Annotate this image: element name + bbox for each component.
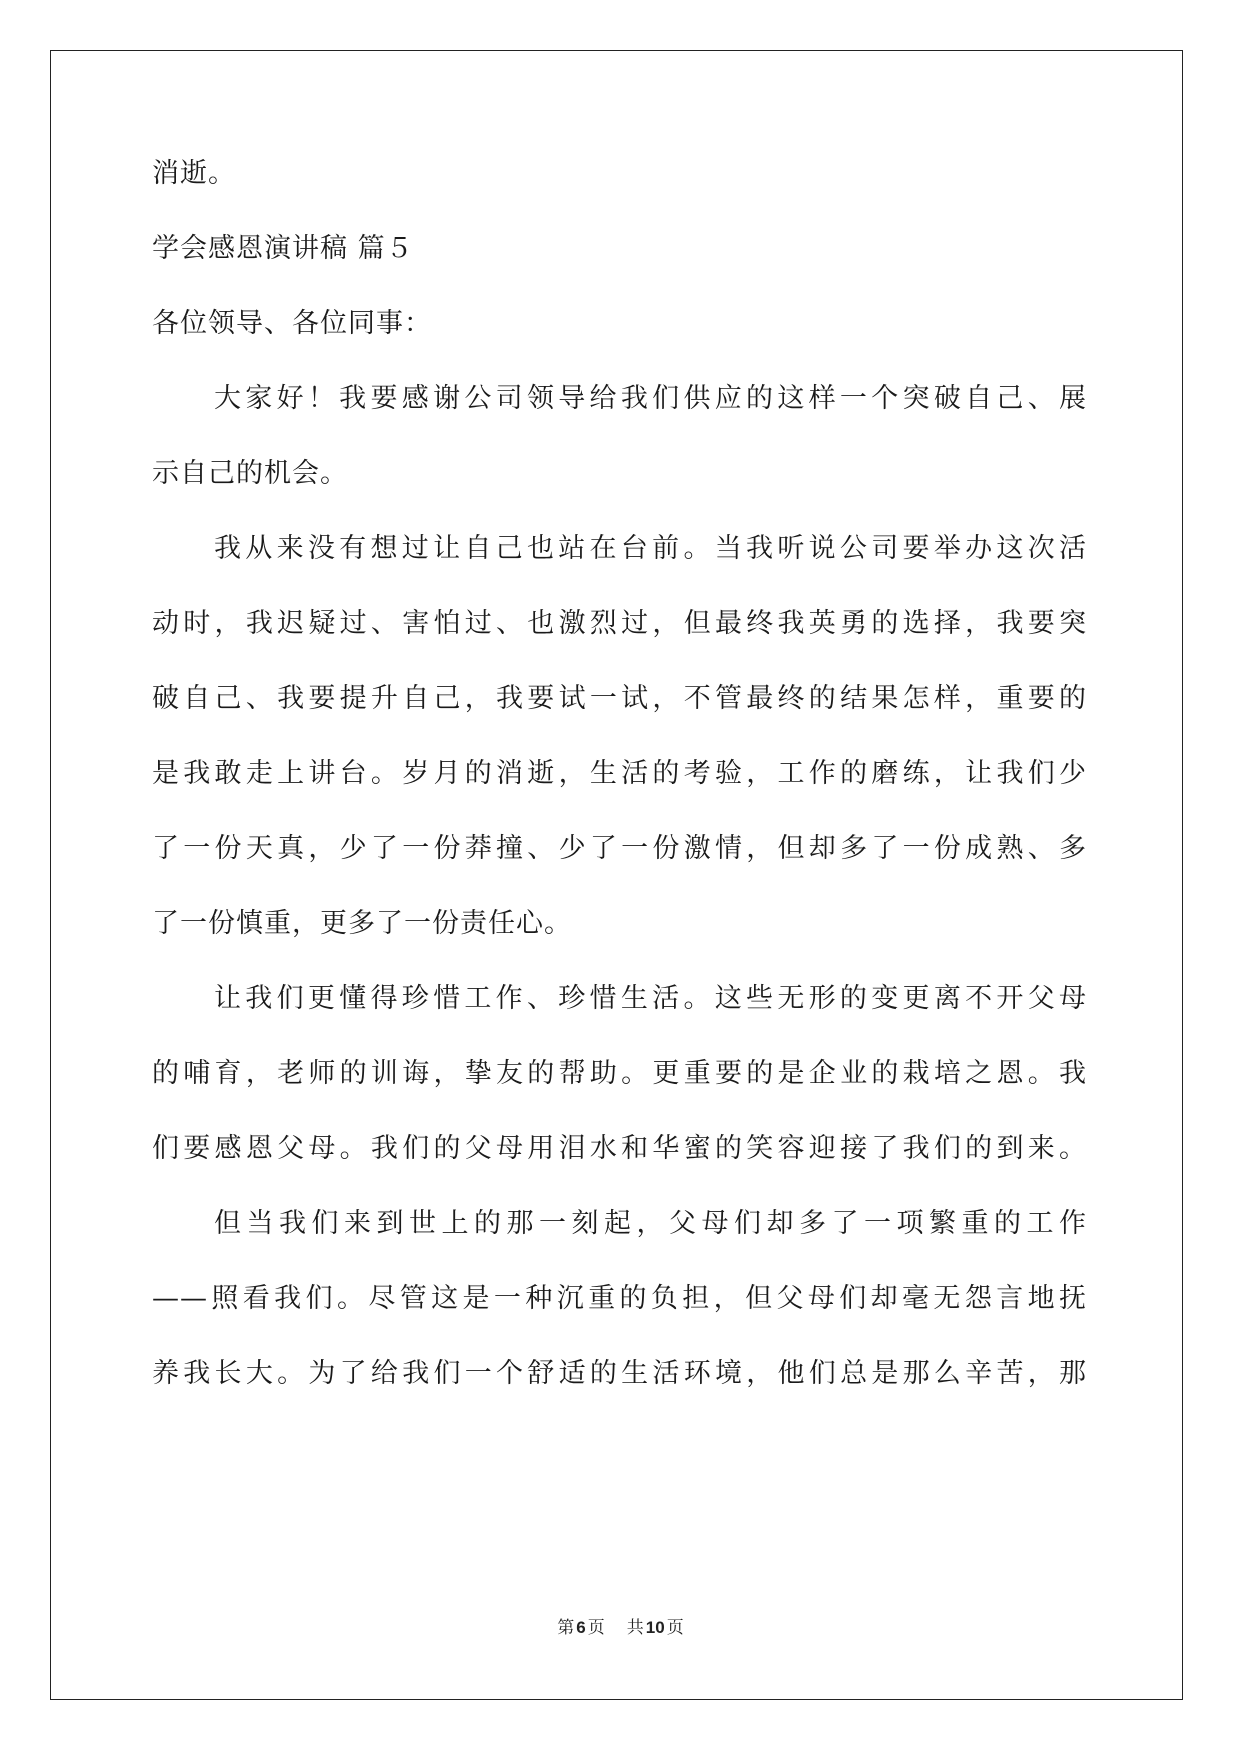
salutation: 各位领导、各位同事：: [152, 308, 432, 339]
section-heading: 学会感恩演讲稿 篇５: [152, 233, 414, 264]
footer-total-suffix: 页: [666, 1618, 684, 1638]
text-line: 养我长大。为了给我们一个舒适的生活环境，他们总是那么辛苦，那: [152, 1358, 1087, 1389]
page-footer: [0, 1613, 1241, 1638]
page-border: [50, 50, 1183, 1700]
text-line: 消逝。: [152, 158, 236, 189]
text-line: 我从来没有想过让自己也站在台前。当我听说公司要举办这次活: [214, 533, 1087, 564]
total-pages: 10: [645, 1618, 665, 1637]
text-line: 破自己、我要提升自己，我要试一试，不管最终的结果怎样，重要的: [152, 683, 1087, 714]
text-line: 是我敢走上讲台。岁月的消逝，生活的考验，工作的磨练，让我们少: [152, 758, 1087, 789]
text-line: 示自己的机会。: [152, 458, 348, 489]
page-number: 6: [576, 1618, 586, 1637]
footer-page-suffix: 页: [587, 1618, 605, 1638]
text-line: 了一份天真，少了一份莽撞、少了一份激情，但却多了一份成熟、多: [152, 833, 1087, 864]
text-line: ——照看我们。尽管这是一种沉重的负担，但父母们却毫无怨言地抚: [152, 1283, 1087, 1314]
text-line: 大家好！我要感谢公司领导给我们供应的这样一个突破自己、展: [214, 383, 1087, 414]
footer-total-prefix: 共: [626, 1618, 644, 1638]
text-line: 但当我们来到世上的那一刻起，父母们却多了一项繁重的工作: [214, 1208, 1087, 1239]
text-line: 了一份慎重，更多了一份责任心。: [152, 908, 572, 939]
text-line: 动时，我迟疑过、害怕过、也激烈过，但最终我英勇的选择，我要突: [152, 608, 1087, 639]
text-line: 们要感恩父母。我们的父母用泪水和华蜜的笑容迎接了我们的到来。: [152, 1133, 1087, 1164]
text-line: 让我们更懂得珍惜工作、珍惜生活。这些无形的变更离不开父母: [214, 983, 1087, 1014]
text-line: 的哺育，老师的训诲，挚友的帮助。更重要的是企业的栽培之恩。我: [152, 1058, 1087, 1089]
footer-prefix: 第: [557, 1618, 575, 1638]
